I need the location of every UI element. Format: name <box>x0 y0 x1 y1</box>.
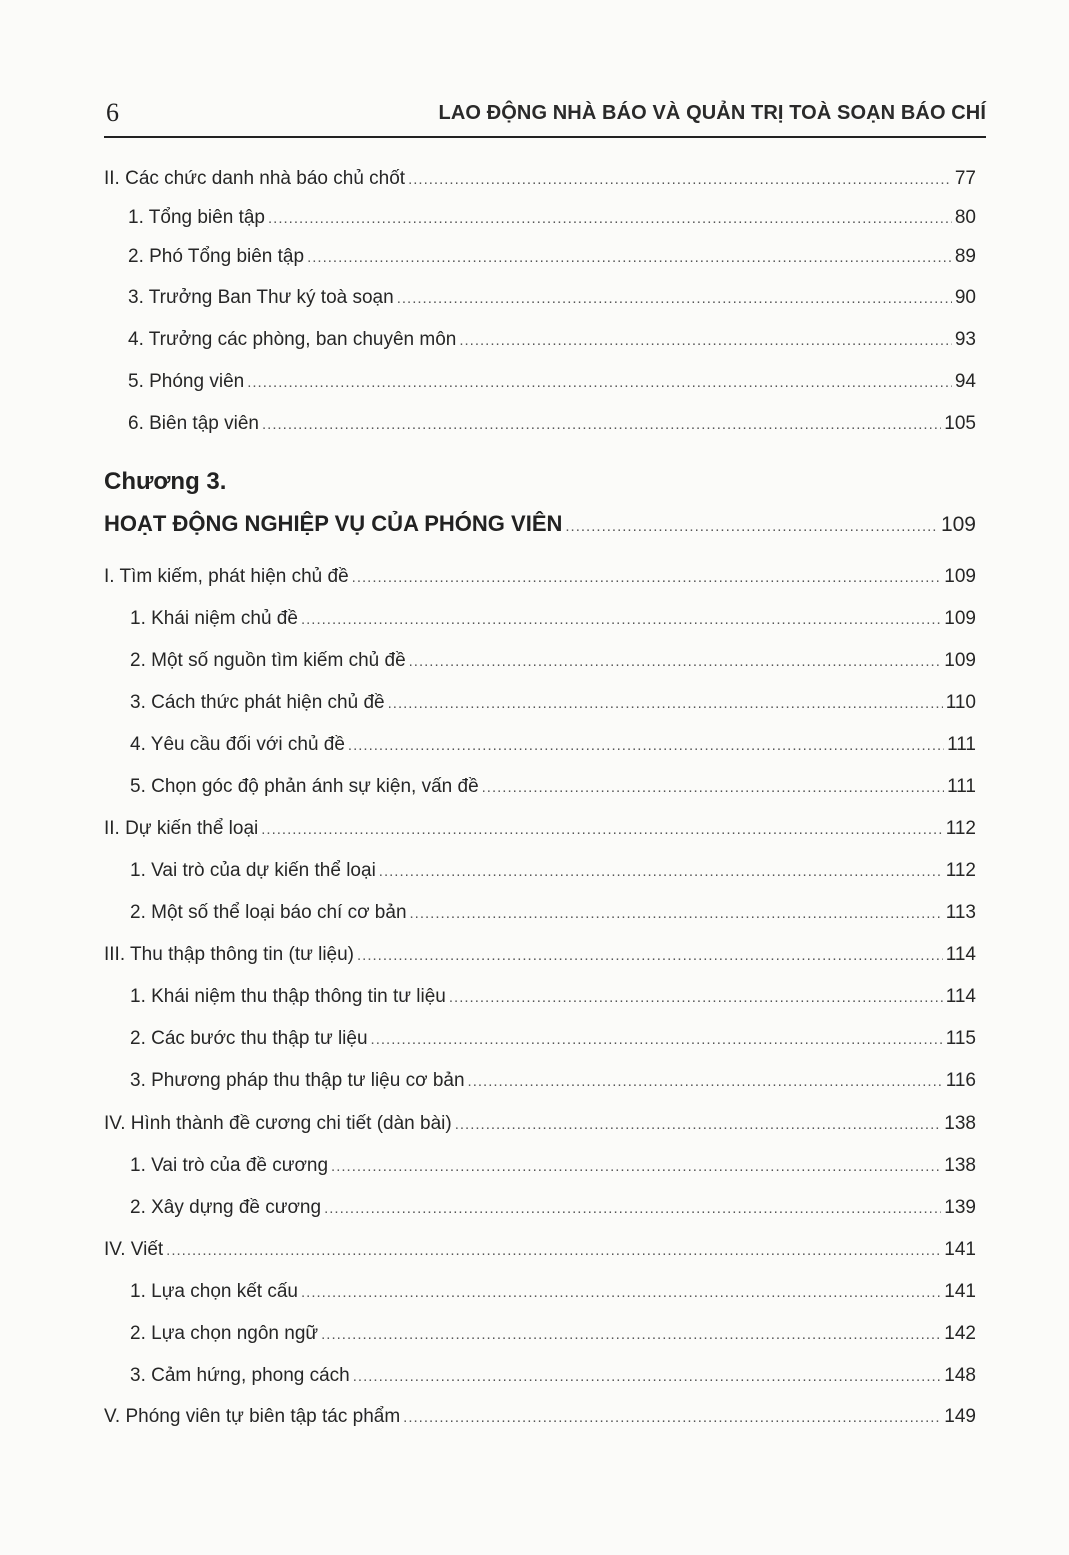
toc-entry: 2. Các bước thu thập tư liệu ..... 115 <box>130 1024 976 1054</box>
toc-entry: 2. Xây dựng đề cương ..... 139 <box>130 1193 976 1223</box>
toc-entry: 3. Phương pháp thu thập tư liệu cơ bản ..... 116 <box>130 1066 976 1096</box>
dot-leader <box>403 1403 941 1433</box>
dot-leader <box>357 941 943 971</box>
page-number: 6 <box>106 98 119 127</box>
toc-entry: 1. Lựa chọn kết cấu ..... 141 <box>130 1277 976 1307</box>
toc-entry: 1. Khái niệm thu thập thông tin tư liệu ..... 114 <box>130 982 976 1012</box>
dot-leader <box>449 983 943 1013</box>
dot-leader <box>301 605 941 635</box>
toc-entry: 1. Tổng biên tập ..... 80 <box>128 203 976 233</box>
toc-entry: 2. Lựa chọn ngôn ngữ ..... 142 <box>130 1319 976 1349</box>
toc-entry: 1. Vai trò của dự kiến thể loại ..... 112 <box>130 856 976 886</box>
page-header <box>104 96 986 138</box>
toc-entry: 4. Trưởng các phòng, ban chuyên môn ..... 93 <box>128 325 976 355</box>
dot-leader <box>397 284 952 314</box>
toc-entry: 1. Khái niệm chủ đề ..... 109 <box>130 604 976 634</box>
dot-leader <box>410 899 943 929</box>
toc-entry: 2. Một số nguồn tìm kiếm chủ đề ..... 109 <box>130 646 976 676</box>
toc-entry: 2. Phó Tổng biên tập ..... 89 <box>128 242 976 272</box>
dot-leader <box>307 243 952 273</box>
toc-entry: 3. Cách thức phát hiện chủ đề ..... 110 <box>130 688 976 718</box>
toc-entry: IV. Viết ..... 141 <box>104 1235 976 1265</box>
dot-leader <box>262 410 941 440</box>
chapter-title: HOẠT ĐỘNG NGHIỆP VỤ CỦA PHÓNG VIÊN <box>104 511 563 536</box>
toc-entry: II. Các chức danh nhà báo chủ chốt ..... 77 <box>104 164 976 194</box>
dot-leader <box>353 1362 942 1392</box>
dot-leader <box>565 510 938 544</box>
toc-entry: II. Dự kiến thể loại ..... 112 <box>104 814 976 844</box>
dot-leader <box>331 1152 941 1182</box>
dot-leader <box>247 368 952 398</box>
toc-entry: 5. Chọn góc độ phản ánh sự kiện, vấn đề ..... 111 <box>130 772 976 802</box>
dot-leader <box>388 689 943 719</box>
dot-leader <box>379 857 943 887</box>
dot-leader <box>455 1110 942 1140</box>
dot-leader <box>324 1194 941 1224</box>
dot-leader <box>268 204 952 234</box>
dot-leader <box>409 647 942 677</box>
dot-leader <box>371 1025 943 1055</box>
dot-leader <box>468 1067 943 1097</box>
toc-entry: 2. Một số thể loại báo chí cơ bản ..... 113 <box>130 898 976 928</box>
dot-leader <box>459 326 952 356</box>
toc-entry: 1. Vai trò của đề cương ..... 138 <box>130 1151 976 1181</box>
dot-leader <box>261 815 942 845</box>
toc-entry: I. Tìm kiếm, phát hiện chủ đề ..... 109 <box>104 562 976 592</box>
toc-entry: 5. Phóng viên ..... 94 <box>128 367 976 397</box>
toc-entry: 3. Trưởng Ban Thư ký toà soạn ..... 90 <box>128 283 976 313</box>
dot-leader <box>348 731 944 761</box>
toc-entry: 3. Cảm hứng, phong cách ..... 148 <box>130 1361 976 1391</box>
toc-entry: IV. Hình thành đề cương chi tiết (dàn bài) ..... 138 <box>104 1109 976 1139</box>
dot-leader <box>301 1278 941 1308</box>
dot-leader <box>352 563 942 593</box>
toc-entry: III. Thu thập thông tin (tư liệu) ..... 114 <box>104 940 976 970</box>
dot-leader <box>321 1320 941 1350</box>
dot-leader <box>482 773 944 803</box>
dot-leader <box>408 165 952 195</box>
toc-entry: 4. Yêu cầu đối với chủ đề ..... 111 <box>130 730 976 760</box>
chapter-title-entry: HOẠT ĐỘNG NGHIỆP VỤ CỦA PHÓNG VIÊN ..... 109 <box>104 507 976 541</box>
running-title: LAO ĐỘNG NHÀ BÁO VÀ QUẢN TRỊ TOÀ SOẠN BÁO CHÍ <box>438 102 986 124</box>
chapter-label: Chương 3. <box>104 468 227 495</box>
dot-leader <box>166 1236 941 1266</box>
toc-entry: 6. Biên tập viên ..... 105 <box>128 409 976 439</box>
toc-entry: V. Phóng viên tự biên tập tác phẩm ..... 149 <box>104 1402 976 1432</box>
